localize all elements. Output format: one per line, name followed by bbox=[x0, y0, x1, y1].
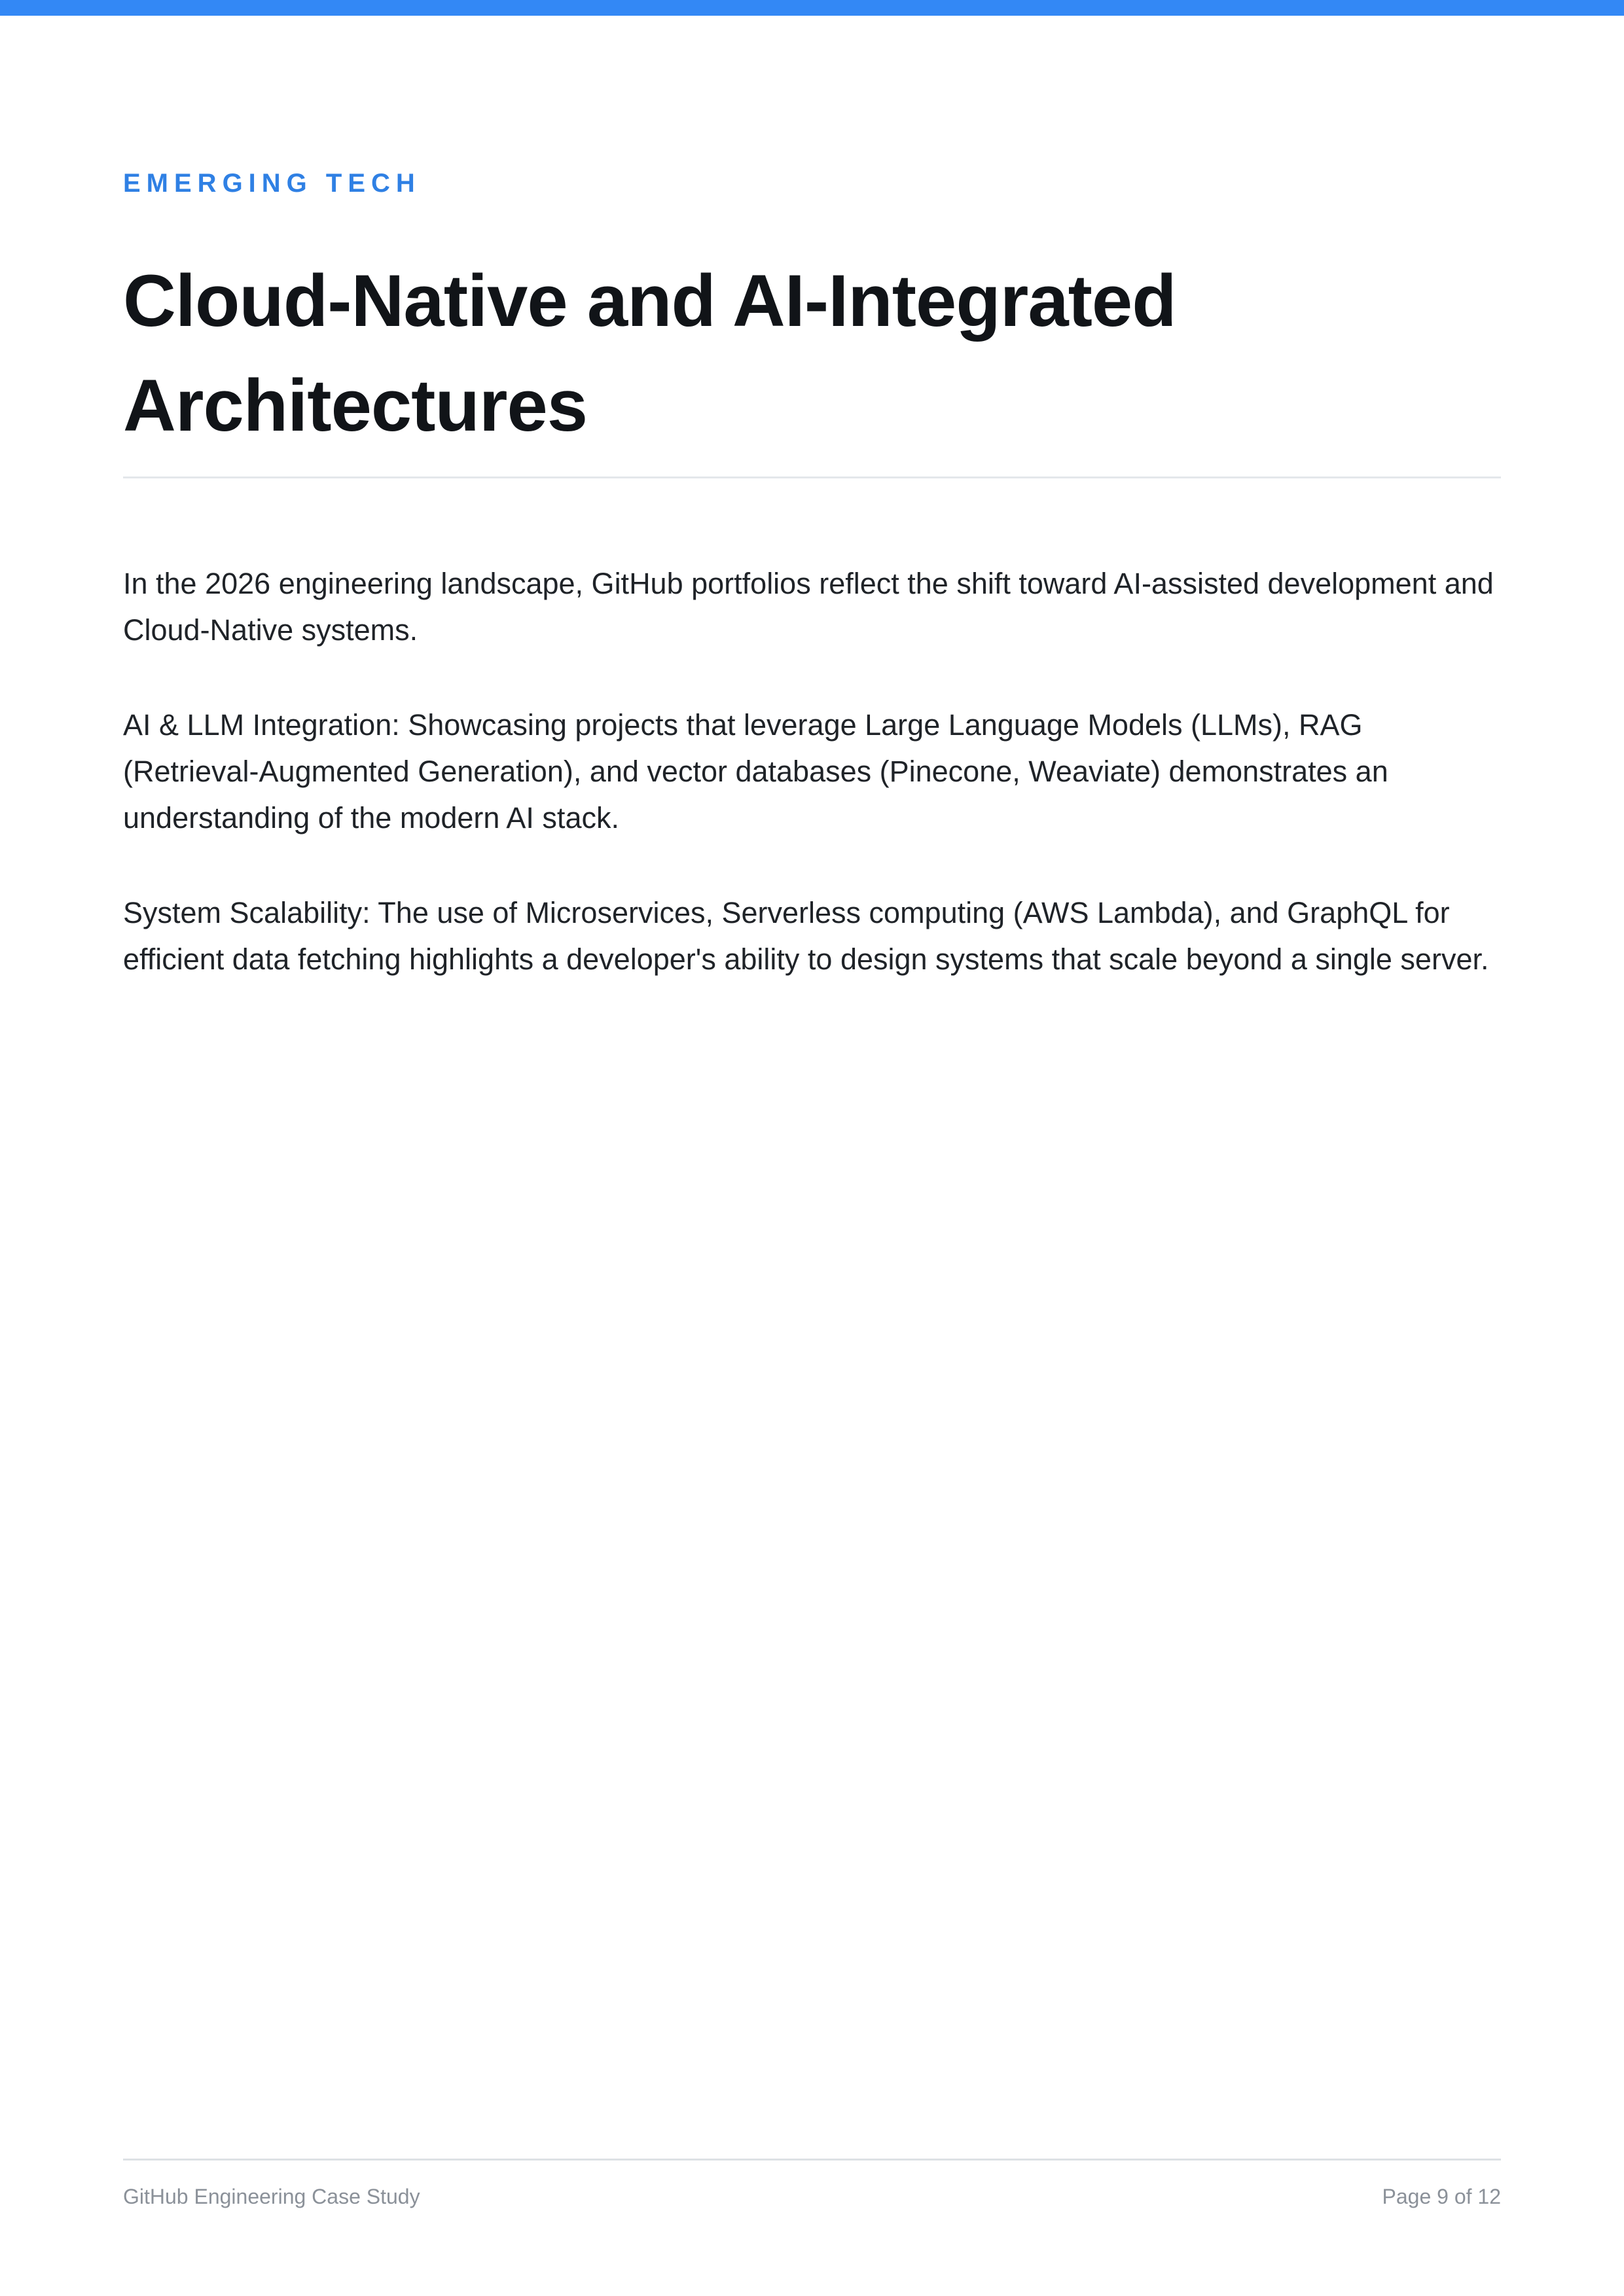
ai-llm-paragraph: AI & LLM Integration: Showcasing projects that leverage Large Language Models (LLMs), RAG (Retrieval-Augmented Generation), and vector databases (Pinecone, Weaviate) demonstrates an understanding of the modern AI stack. bbox=[123, 708, 1388, 834]
footer-divider bbox=[123, 2159, 1501, 2161]
top-accent-bar bbox=[0, 0, 1624, 16]
scalability-paragraph: System Scalability: The use of Microservices, Serverless computing (AWS Lambda), and GraphQL for efficient data fetching highlights a developer's ability to design systems that scale beyond a single server. bbox=[123, 896, 1489, 976]
footer-page-number: Page 9 of 12 bbox=[1382, 2185, 1501, 2208]
page-title: Cloud-Native and AI-Integrated Architectures bbox=[123, 260, 1176, 446]
body-content bbox=[123, 560, 1504, 1031]
intro-paragraph: In the 2026 engineering landscape, GitHub portfolios reflect the shift toward AI-assisted development and Cloud-Native systems. bbox=[123, 567, 1494, 647]
title-divider bbox=[123, 476, 1501, 478]
footer-document-title: GitHub Engineering Case Study bbox=[123, 2185, 420, 2208]
section-eyebrow: EMERGING TECH bbox=[123, 169, 421, 198]
